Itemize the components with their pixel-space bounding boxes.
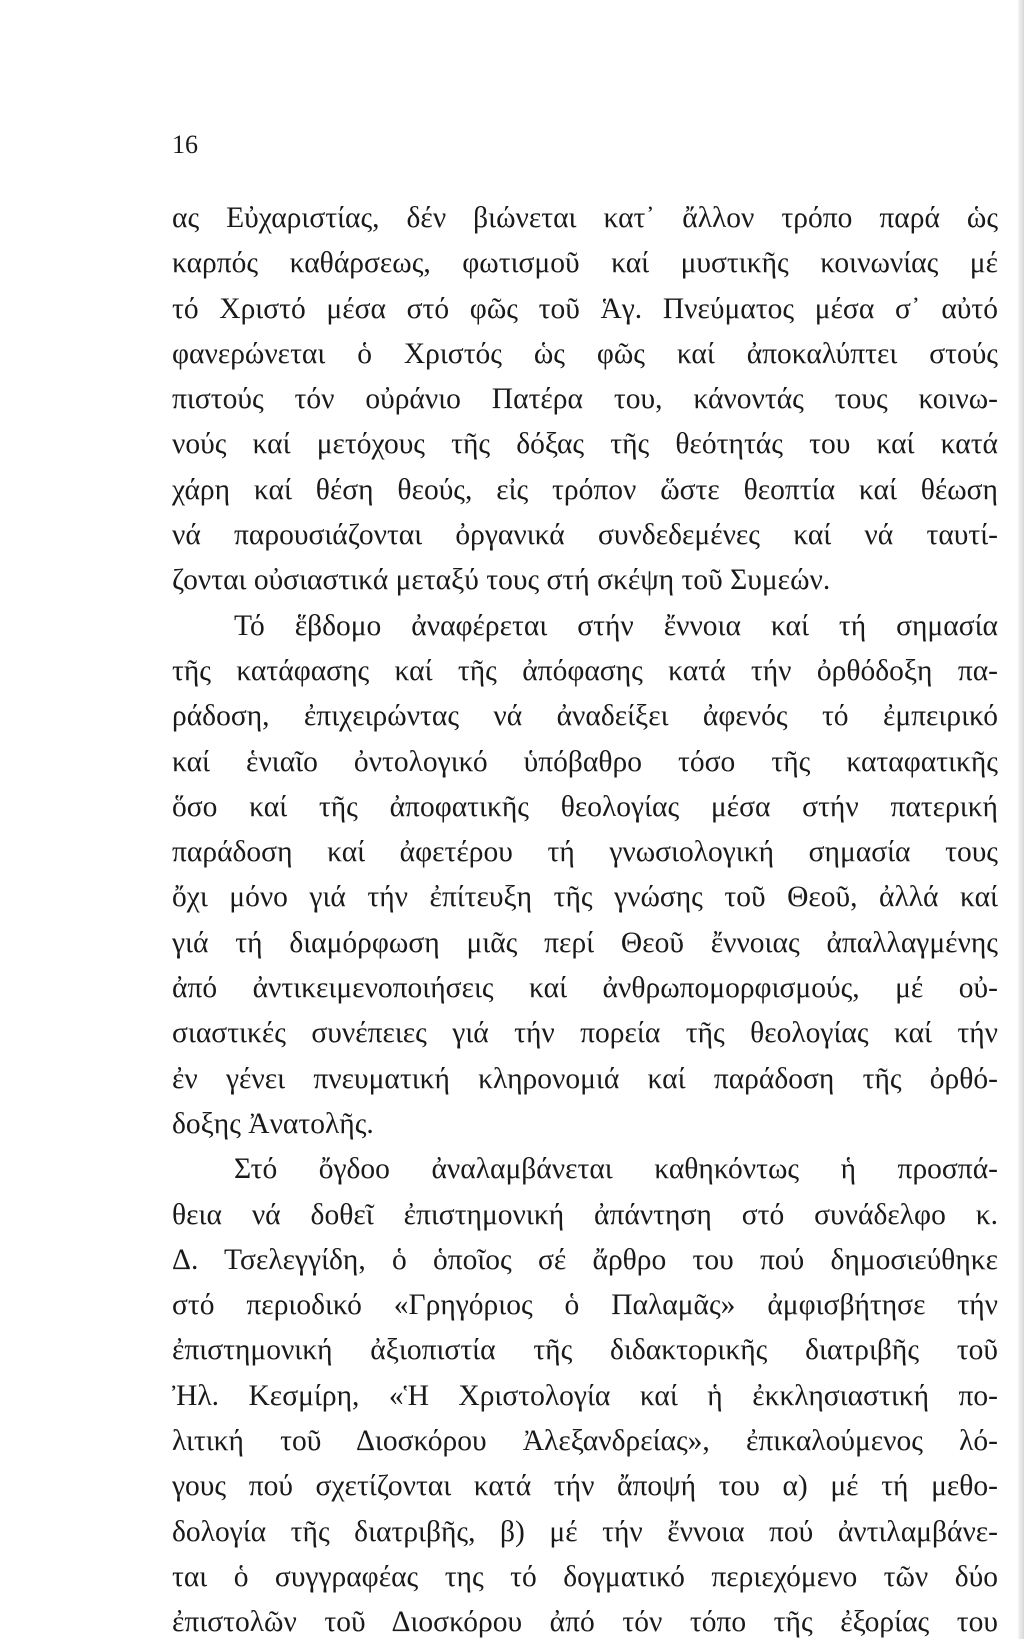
text-line: λιτική τοῦ Διοσκόρου Ἀλεξανδρείας», ἐπικαλούμενος λό- bbox=[172, 1425, 998, 1458]
text-line: νούς καί μετόχους τῆς δόξας τῆς θεότητάς του καί κατά bbox=[172, 428, 998, 461]
text-line: γιά τή διαμόρφωση μιᾶς περί Θεοῦ ἔννοιας ἀπαλλαγμένης bbox=[172, 926, 998, 959]
text-line: δολογία τῆς διατριβῆς, β) μέ τήν ἔννοια πού ἀντιλαμβάνε- bbox=[172, 1515, 998, 1548]
text-line: χάρη καί θέση θεούς, εἰς τρόπον ὥστε θεοπτία καί θέωση bbox=[172, 473, 998, 506]
text-line: ἐπιστημονική ἀξιοπιστία τῆς διδακτορικῆς διατριβῆς τοῦ bbox=[172, 1334, 998, 1367]
body-text bbox=[172, 196, 998, 1646]
text-line: ὄχι μόνο γιά τήν ἐπίτευξη τῆς γνώσης τοῦ Θεοῦ, ἀλλά καί bbox=[172, 881, 998, 914]
text-line: γους πού σχετίζονται κατά τήν ἄποψή του α) μέ τή μεθο- bbox=[172, 1470, 998, 1503]
text-line: τό Χριστό μέσα στό φῶς τοῦ Ἁγ. Πνεύματος μέσα σ᾽ αὐτό bbox=[172, 292, 998, 325]
page-edge-shadow bbox=[1018, 0, 1024, 1639]
text-line: ὅσο καί τῆς ἀποφατικῆς θεολογίας μέσα στήν πατερική bbox=[172, 790, 998, 823]
text-line: τῆς κατάφασης καί τῆς ἀπόφασης κατά τήν ὀρθόδοξη πα- bbox=[172, 654, 998, 687]
text-line: Δ. Τσελεγγίδη, ὁ ὁποῖος σέ ἄρθρο του πού δημοσιεύθηκε bbox=[172, 1243, 998, 1276]
text-line: θεια νά δοθεῖ ἐπιστημονική ἀπάντηση στό συνάδελφο κ. bbox=[172, 1198, 998, 1231]
text-line: Τό ἕβδομο ἀναφέρεται στήν ἔννοια καί τή σημασία bbox=[234, 609, 998, 642]
text-line: ἀπό ἀντικειμενοποιήσεις καί ἀνθρωπομορφισμούς, μέ οὐ- bbox=[172, 972, 998, 1005]
text-line: νά παρουσιάζονται ὀργανικά συνδεδεμένες καί νά ταυτί- bbox=[172, 519, 998, 552]
text-line: Στό ὄγδοο ἀναλαμβάνεται καθηκόντως ἡ προσπά- bbox=[234, 1153, 998, 1186]
text-line: ἐν γένει πνευματική κληρονομιά καί παράδοση τῆς ὀρθό- bbox=[172, 1062, 998, 1095]
text-line: ται ὁ συγγραφέας της τό δογματικό περιεχόμενο τῶν δύο bbox=[172, 1560, 998, 1593]
text-line: ζονται οὐσιαστικά μεταξύ τους στή σκέψη τοῦ Συμεών. bbox=[172, 564, 831, 597]
text-line: πιστούς τόν οὐράνιο Πατέρα του, κάνοντάς τους κοινω- bbox=[172, 383, 998, 416]
text-line: καί ἑνιαῖο ὀντολογικό ὑπόβαθρο τόσο τῆς καταφατικῆς bbox=[172, 745, 998, 778]
text-line: σιαστικές συνέπειες γιά τήν πορεία τῆς θεολογίας καί τήν bbox=[172, 1017, 998, 1050]
text-line: ἐπιστολῶν τοῦ Διοσκόρου ἀπό τόν τόπο τῆς ἐξορίας του bbox=[172, 1606, 998, 1639]
page-number: 16 bbox=[172, 130, 198, 159]
text-line: ράδοση, ἐπιχειρώντας νά ἀναδείξει ἀφενός τό ἐμπειρικό bbox=[172, 700, 998, 733]
text-line: ας Εὐχαριστίας, δέν βιώνεται κατ᾽ ἄλλον τρόπο παρά ὡς bbox=[172, 202, 998, 234]
text-line: παράδοση καί ἀφετέρου τή γνωσιολογική σημασία τους bbox=[172, 836, 998, 869]
text-line: στό περιοδικό «Γρηγόριος ὁ Παλαμᾶς» ἀμφισβήτησε τήν bbox=[172, 1289, 998, 1322]
text-line: Ἠλ. Κεσμίρη, «Ἡ Χριστολογία καί ἡ ἐκκλησιαστική πο- bbox=[172, 1379, 998, 1412]
text-line: δοξης Ἀνατολῆς. bbox=[172, 1107, 374, 1140]
text-line: φανερώνεται ὁ Χριστός ὡς φῶς καί ἀποκαλύπτει στούς bbox=[172, 337, 998, 370]
text-line: καρπός καθάρσεως, φωτισμοῦ καί μυστικῆς κοινωνίας μέ bbox=[172, 247, 998, 280]
